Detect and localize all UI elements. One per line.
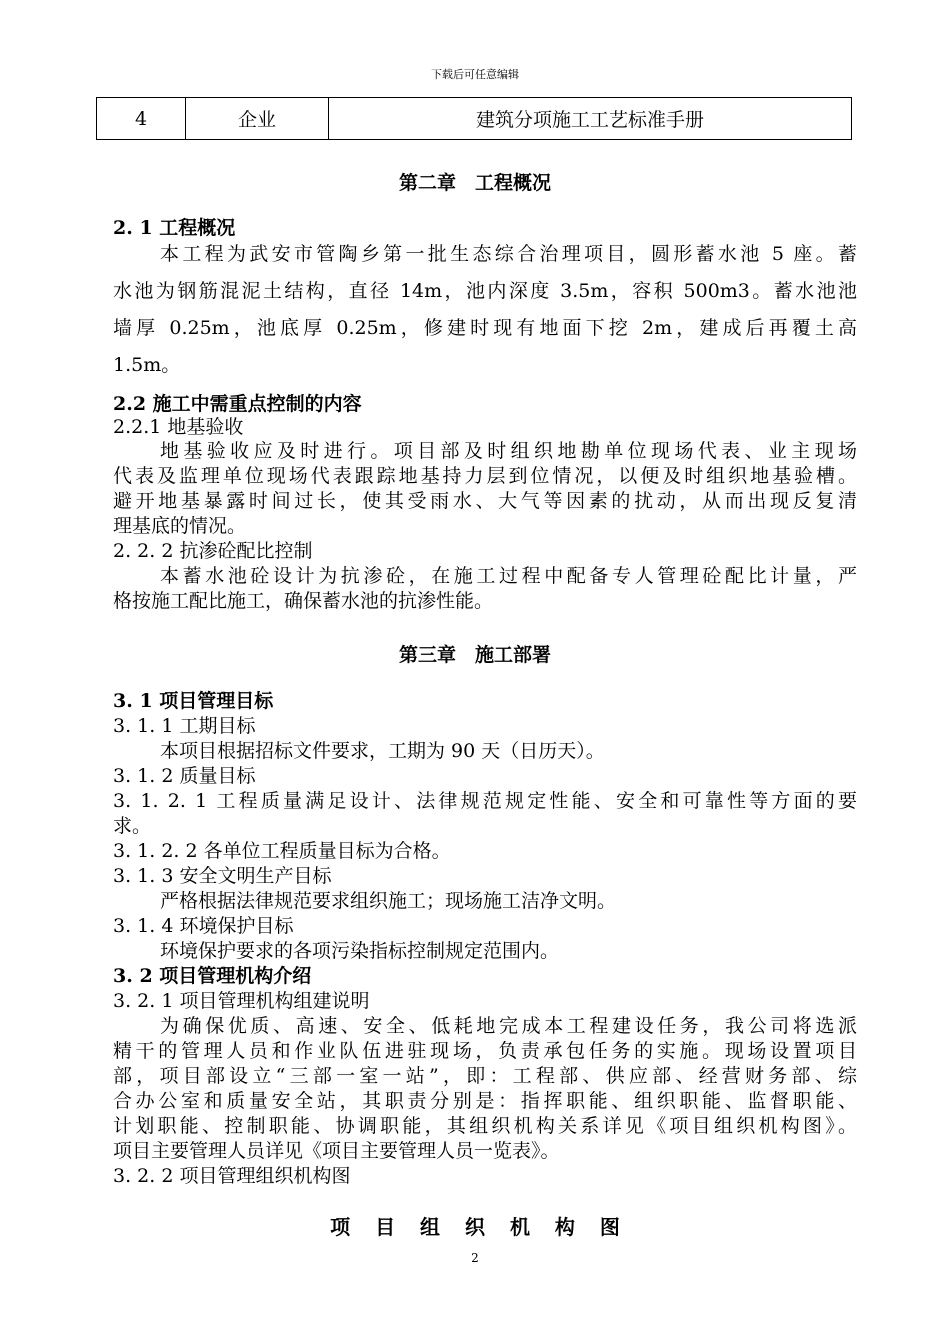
cell-name: 建筑分项施工工艺标准手册 bbox=[329, 98, 852, 140]
section-2-1: 2. 1 工程概况 bbox=[113, 217, 236, 239]
section-3-1-1: 3. 1. 1 工期目标 bbox=[113, 715, 256, 737]
para-3-1-3: 严格根据法律规范要求组织施工；现场施工洁净文明。 bbox=[160, 890, 617, 912]
section-2-2: 2.2 施工中需重点控制的内容 bbox=[113, 393, 362, 415]
section-2-2-1: 2.2.1 地基验收 bbox=[113, 416, 244, 438]
para-3-1-4: 环境保护要求的各项污染指标控制规定范围内。 bbox=[160, 940, 560, 962]
section-3-1-2-1-line-2: 求。 bbox=[113, 815, 152, 837]
para-2-2-1-line-3: 避开地基暴露时间过长，使其受雨水、大气等因素的扰动，从而出现反复清 bbox=[113, 490, 857, 512]
para-2-1-line-2: 水池为钢筋混泥土结构，直径 14m，池内深度 3.5m，容积 500m3。蓄水池池 bbox=[113, 280, 857, 302]
table-row bbox=[97, 98, 852, 140]
section-3-1-2-2: 3. 1. 2. 2 各单位工程质量目标为合格。 bbox=[113, 840, 451, 862]
para-3-2-1-line-1: 为确保优质、高速、安全、低耗地完成本工程建设任务，我公司将选派 bbox=[160, 1015, 857, 1037]
section-3-2-1: 3. 2. 1 项目管理机构组建说明 bbox=[113, 990, 370, 1012]
para-2-2-2-line-1: 本蓄水池砼设计为抗渗砼，在施工过程中配备专人管理砼配比计量，严 bbox=[160, 565, 857, 587]
section-3-1-2-1-line-1: 3. 1. 2. 1 工程质量满足设计、法律规范规定性能、安全和可靠性等方面的要 bbox=[113, 790, 857, 812]
page-number: 2 bbox=[471, 1251, 479, 1265]
section-3-1-3: 3. 1. 3 安全文明生产目标 bbox=[113, 865, 332, 887]
section-3-2-2: 3. 2. 2 项目管理组织机构图 bbox=[113, 1165, 351, 1187]
chapter-3-title: 第三章 施工部署 bbox=[398, 644, 551, 666]
section-3-2: 3. 2 项目管理机构介绍 bbox=[113, 965, 312, 987]
para-2-1-line-4: 1.5m。 bbox=[113, 354, 181, 376]
chapter-2-title: 第二章 工程概况 bbox=[398, 172, 551, 194]
cell-type: 企业 bbox=[186, 98, 329, 140]
para-2-2-1-line-2: 代表及监理单位现场代表跟踪地基持力层到位情况，以便及时组织地基验槽。 bbox=[113, 465, 857, 487]
page-header: 下载后可任意编辑 bbox=[431, 68, 519, 81]
para-2-2-2-line-2: 格按施工配比施工，确保蓄水池的抗渗性能。 bbox=[113, 590, 494, 612]
org-chart-title: 项 目 组 织 机 构 图 bbox=[330, 1215, 620, 1239]
para-2-1-line-1: 本工程为武安市管陶乡第一批生态综合治理项目，圆形蓄水池 5 座。蓄 bbox=[160, 243, 857, 265]
cell-num: 4 bbox=[97, 98, 186, 140]
para-2-2-1-line-4: 理基底的情况。 bbox=[113, 515, 247, 537]
para-3-2-1-line-3: 部，项目部设立“三部一室一站”，即：工程部、供应部、经营财务部、综 bbox=[113, 1065, 857, 1087]
section-3-1-2: 3. 1. 2 质量目标 bbox=[113, 765, 256, 787]
para-2-1-line-3: 墙厚 0.25m，池底厚 0.25m，修建时现有地面下挖 2m，建成后再覆土高 bbox=[113, 317, 857, 339]
para-3-1-1: 本项目根据招标文件要求，工期为 90 天（日历天）。 bbox=[160, 740, 605, 762]
header-table bbox=[96, 97, 852, 140]
para-3-2-1-line-4: 合办公室和质量安全站，其职责分别是：指挥职能、组织职能、监督职能、 bbox=[113, 1090, 857, 1112]
para-3-2-1-line-6: 项目主要管理人员详见《项目主要管理人员一览表》。 bbox=[113, 1140, 560, 1162]
para-3-2-1-line-5: 计划职能、控制职能、协调职能，其组织机构关系详见《项目组织机构图》。 bbox=[113, 1115, 857, 1137]
section-2-2-2: 2. 2. 2 抗渗砼配比控制 bbox=[113, 540, 313, 562]
para-3-2-1-line-2: 精干的管理人员和作业队伍进驻现场，负责承包任务的实施。现场设置项目 bbox=[113, 1040, 857, 1062]
para-2-2-1-line-1: 地基验收应及时进行。项目部及时组织地勘单位现场代表、业主现场 bbox=[160, 440, 857, 462]
section-3-1: 3. 1 项目管理目标 bbox=[113, 690, 274, 712]
section-3-1-4: 3. 1. 4 环境保护目标 bbox=[113, 915, 294, 937]
